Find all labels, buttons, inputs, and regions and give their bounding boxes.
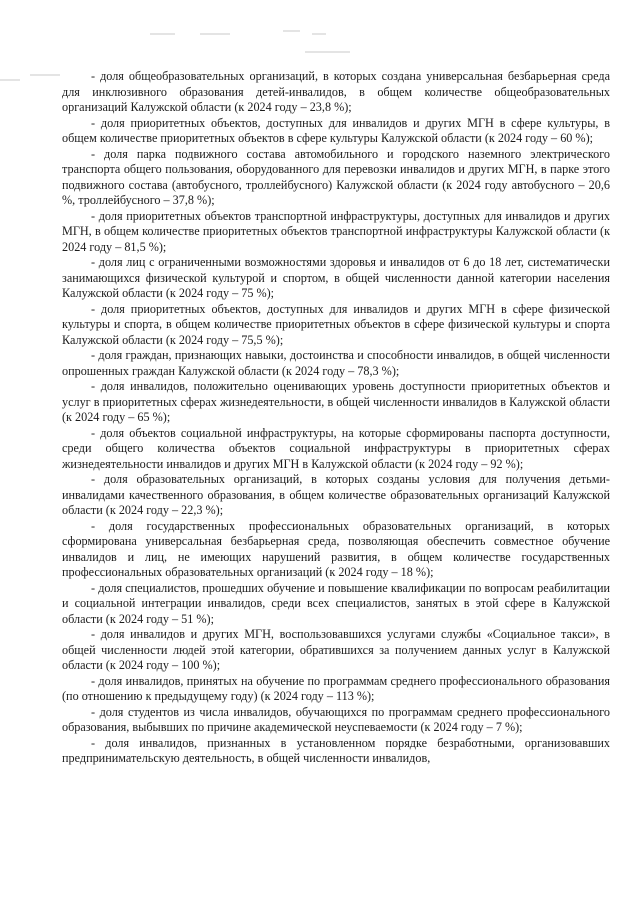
- list-item: - доля инвалидов, принятых на обучение по программам среднего профессионального образования (по отношению к предыдущему году) (к 2024 году – 113 %);: [62, 673, 610, 703]
- list-item: - доля государственных профессиональных образовательных организаций, в которых сформирована универсальная безбарьерная среда, позволяющая обеспечить совместное обучение инвалидов и лиц, не имеющих нарушений развития, в общем количестве государственных профессиональных образовательных организаций (к 2024 году – 18 %);: [62, 518, 610, 579]
- list-item: - доля приоритетных объектов, доступных для инвалидов и других МГН в сфере культуры, в общем количестве приоритетных объектов в сфере культуры Калужской области (к 2024 году – 60 %);: [62, 115, 610, 145]
- list-item: - доля специалистов, прошедших обучение и повышение квалификации по вопросам реабилитации и социальной интеграции инвалидов, среди всех специалистов, занятых в этой сфере в Калужской области (к 2024 году – 51 %);: [62, 580, 610, 626]
- list-item: - доля студентов из числа инвалидов, обучающихся по программам среднего профессионального образования, выбывших по причине академической неуспеваемости (к 2024 году – 7 %);: [62, 704, 610, 734]
- list-item: - доля инвалидов и других МГН, воспользовавшихся услугами службы «Социальное такси», в общей численности людей этой категории, обратившихся за получением данных услуг в Калужской области (к 2024 году – 100 %);: [62, 627, 610, 672]
- list-item: - доля инвалидов, положительно оценивающих уровень доступности приоритетных объектов и услуг в приоритетных сферах жизнедеятельности, в общей численности инвалидов в Калужской области (к 2024 году – 65 %);: [62, 379, 610, 424]
- list-item: - доля лиц с ограниченными возможностями здоровья и инвалидов от 6 до 18 лет, систематически занимающихся физической культурой и спортом, в общей численности данной категории населения Калужской области (к 2024 году – 75 %);: [62, 255, 610, 300]
- list-item: - доля образовательных организаций, в которых созданы условия для получения детьми-инвалидами качественного образования, в общем количестве образовательных организаций Калужской области (к 2024 году – 22,3 %);: [62, 472, 610, 517]
- list-item: - доля парка подвижного состава автомобильного и городского наземного электрического транспорта общего пользования, оборудованного для перевозки инвалидов и других МГН, в парке этого подвижного состава (автобусного, троллейбусного) Калужской области (к 2024 году автобусного – 20,6 %, троллейбусного – 37,8 %);: [62, 146, 610, 207]
- list-item: - доля объектов социальной инфраструктуры, на которые сформированы паспорта доступности, среди общего количества объектов социальной инфраструктуры в приоритетных сферах жизнедеятельности инвалидов и других МГН в Калужской области (к 2024 году – 92 %);: [62, 425, 610, 471]
- list-item: - доля общеобразовательных организаций, в которых создана универсальная безбарьерная среда для инклюзивного образования детей-инвалидов, в общем количестве общеобразовательных организаций Калужской области (к 2024 году – 23,8 %);: [62, 69, 610, 114]
- list-item: - доля инвалидов, признанных в установленном порядке безработными, организовавших предпринимательскую деятельность, в общей численности инвалидов,: [62, 735, 610, 765]
- list-item: - доля граждан, признающих навыки, достоинства и способности инвалидов, в общей численности опрошенных граждан Калужской области (к 2024 году – 78,3 %);: [62, 348, 610, 378]
- document-body: [62, 69, 610, 767]
- list-item: - доля приоритетных объектов, доступных для инвалидов и других МГН в сфере физической культуры и спорта, в общем количестве приоритетных объектов в сфере физической культуры и спорта Калужской области (к 2024 году – 75,5 %);: [62, 301, 610, 347]
- list-item: - доля приоритетных объектов транспортной инфраструктуры, доступных для инвалидов и других МГН, в общем количестве приоритетных объектов транспортной инфраструктуры Калужской области (к 2024 году – 81,5 %);: [62, 208, 610, 254]
